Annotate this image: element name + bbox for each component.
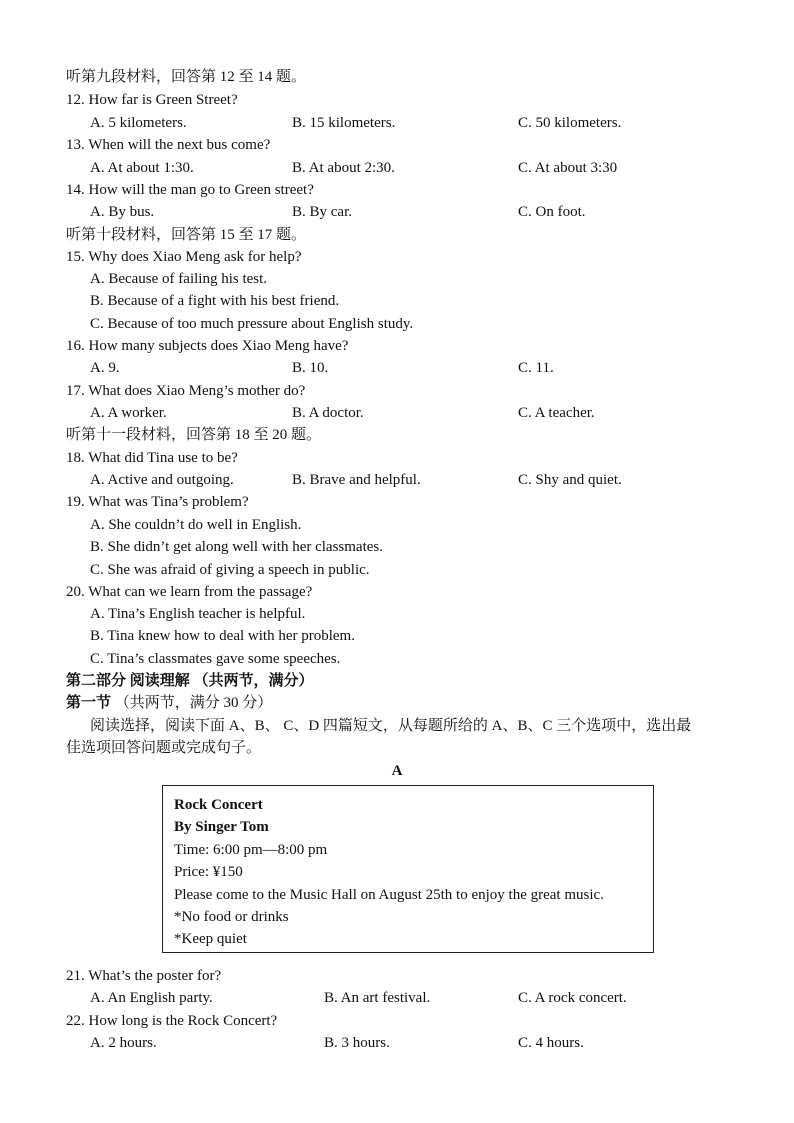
q19-option-b: B. She didn’t get along well with her classmates. bbox=[90, 539, 384, 555]
q15-option-c: C. Because of too much pressure about English study. bbox=[90, 316, 414, 332]
q14-stem: 14. How will the man go to Green street? bbox=[66, 182, 314, 198]
section11-heading: 听第十一段材料，回答第 18 至 20 题。 bbox=[66, 427, 322, 443]
q18-option-a: A. Active and outgoing. bbox=[90, 472, 234, 488]
poster-rule-2: *Keep quiet bbox=[174, 931, 247, 947]
q22-option-a: A. 2 hours. bbox=[90, 1035, 157, 1051]
poster-body: Please come to the Music Hall on August 25th to enjoy the great music. bbox=[174, 887, 604, 903]
concert-poster bbox=[162, 785, 654, 953]
q18-option-b: B. Brave and helpful. bbox=[292, 472, 421, 488]
q19-option-a: A. She couldn’t do well in English. bbox=[90, 517, 302, 533]
q13-stem: 13. When will the next bus come? bbox=[66, 137, 271, 153]
q17-stem: 17. What does Xiao Meng’s mother do? bbox=[66, 383, 306, 399]
q16-option-b: B. 10. bbox=[292, 360, 329, 376]
q15-option-a: A. Because of failing his test. bbox=[90, 271, 268, 287]
section10-heading: 听第十段材料，回答第 15 至 17 题。 bbox=[66, 227, 307, 243]
q13-option-a: A. At about 1:30. bbox=[90, 160, 194, 176]
instruction-line-2: 佳选项回答问题或完成句子。 bbox=[66, 740, 262, 756]
q13-option-c: C. At about 3:30 bbox=[518, 160, 618, 176]
q20-option-c: C. Tina’s classmates gave some speeches. bbox=[90, 651, 341, 667]
section9-heading: 听第九段材料，回答第 12 至 14 题。 bbox=[66, 69, 307, 85]
q19-stem: 19. What was Tina’s problem? bbox=[66, 494, 249, 510]
q22-stem: 22. How long is the Rock Concert? bbox=[66, 1013, 278, 1029]
q15-stem: 15. Why does Xiao Meng ask for help? bbox=[66, 249, 302, 265]
poster-price: Price: ¥150 bbox=[174, 864, 243, 880]
q16-option-a: A. 9. bbox=[90, 360, 120, 376]
q20-option-a: A. Tina’s English teacher is helpful. bbox=[90, 606, 306, 622]
q17-option-a: A. A worker. bbox=[90, 405, 167, 421]
q20-option-b: B. Tina knew how to deal with her problem. bbox=[90, 628, 355, 644]
section1-label: 第一节 bbox=[66, 695, 112, 711]
q16-option-c: C. 11. bbox=[518, 360, 554, 376]
q17-option-b: B. A doctor. bbox=[292, 405, 364, 421]
q21-option-c: C. A rock concert. bbox=[518, 990, 627, 1006]
q14-option-a: A. By bus. bbox=[90, 204, 155, 220]
q18-option-c: C. Shy and quiet. bbox=[518, 472, 622, 488]
section1-note: （共两节，满分 30 分） bbox=[111, 695, 273, 711]
poster-time: Time: 6:00 pm—8:00 pm bbox=[174, 842, 328, 858]
q12-option-b: B. 15 kilometers. bbox=[292, 115, 396, 131]
q12-option-c: C. 50 kilometers. bbox=[518, 115, 622, 131]
q13-option-b: B. At about 2:30. bbox=[292, 160, 395, 176]
q14-option-c: C. On foot. bbox=[518, 204, 586, 220]
q21-stem: 21. What’s the poster for? bbox=[66, 968, 222, 984]
q15-option-b: B. Because of a fight with his best friend. bbox=[90, 293, 340, 309]
q16-stem: 16. How many subjects does Xiao Meng have? bbox=[66, 338, 349, 354]
passage-label: A bbox=[391, 763, 403, 779]
q18-stem: 18. What did Tina use to be? bbox=[66, 450, 238, 466]
q22-option-c: C. 4 hours. bbox=[518, 1035, 584, 1051]
q12-option-a: A. 5 kilometers. bbox=[90, 115, 187, 131]
q22-option-b: B. 3 hours. bbox=[324, 1035, 390, 1051]
q21-option-b: B. An art festival. bbox=[324, 990, 431, 1006]
poster-title: Rock Concert bbox=[174, 797, 263, 813]
poster-singer: By Singer Tom bbox=[174, 819, 269, 835]
part2-heading: 第二部分 阅读理解 （共两节，满分） bbox=[66, 673, 314, 689]
section1-heading bbox=[66, 692, 272, 714]
q14-option-b: B. By car. bbox=[292, 204, 352, 220]
instruction-line-1: 阅读选择，阅读下面 A、B、 C、D 四篇短文，从每题所给的 A、B、C 三个选项中，选出最 bbox=[90, 718, 692, 734]
q21-option-a: A. An English party. bbox=[90, 990, 213, 1006]
q17-option-c: C. A teacher. bbox=[518, 405, 595, 421]
q19-option-c: C. She was afraid of giving a speech in public. bbox=[90, 562, 370, 578]
q20-stem: 20. What can we learn from the passage? bbox=[66, 584, 313, 600]
q12-stem: 12. How far is Green Street? bbox=[66, 92, 238, 108]
poster-rule-1: *No food or drinks bbox=[174, 909, 289, 925]
